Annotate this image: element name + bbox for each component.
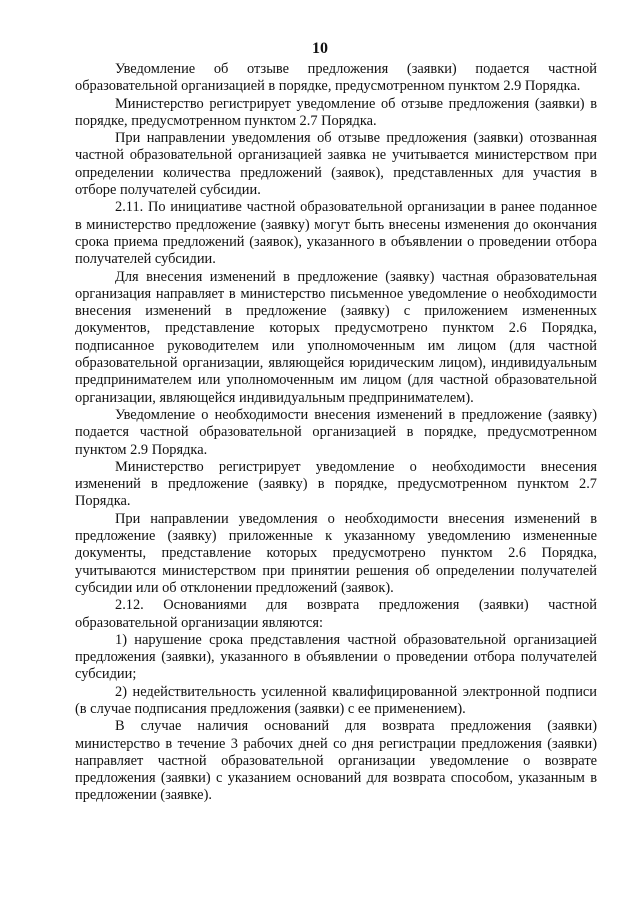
paragraph-withdrawal-notice-registration: Министерство регистрирует уведомление об отзыве предложения (заявки) в порядке, предусмотренном пунктом 2.7 Порядка. — [75, 95, 597, 129]
document-body — [75, 61, 597, 805]
paragraph-2-12-return-grounds: 2.12. Основаниями для возврата предложения (заявки) частной образовательной организации являются: — [75, 597, 597, 631]
paragraph-amendment-notice-registration: Министерство регистрирует уведомление о необходимости внесения изменений в предложение (заявку) в порядке, предусмотренном пунктом 2.7 Порядка. — [75, 458, 597, 510]
paragraph-amendment-notice-filing: Уведомление о необходимости внесения изменений в предложение (заявку) подается частной образовательной организацией в порядке, предусмотренном пунктом 2.9 Порядка. — [75, 406, 597, 458]
list-item-ground-2: 2) недействительность усиленной квалифицированной электронной подписи (в случае подписания предложения (заявки) с ее применением). — [75, 683, 597, 717]
paragraph-2-11-amendments: 2.11. По инициативе частной образовательной организации в ранее поданное в министерство предложение (заявку) могут быть внесены изменения до окончания срока приема предложений (заявок), указанного в объявлении о проведении отбора получателей субсидии. — [75, 199, 597, 268]
page-number: 10 — [312, 40, 328, 57]
paragraph-return-notice: В случае наличия оснований для возврата предложения (заявки) министерство в течение 3 рабочих дней со дня регистрации предложения (заявки) направляет частной образовательной организации уведомление о возврате предложения (заявки) с указанием оснований для возврата способом, указанным в предложении (заявке). — [75, 718, 597, 804]
paragraph-withdrawn-application-exclusion: При направлении уведомления об отзыве предложения (заявки) отозванная частной образовательной организацией заявка не учитывается министерством при определении количества предложений (заявок), представленных для участия в отборе получателей субсидии. — [75, 130, 597, 199]
paragraph-amended-documents-consideration: При направлении уведомления о необходимости внесения изменений в предложение (заявку) приложенные к указанному уведомлению измененные документы, представление которых предусмотрено пунктом 2.6 Порядка, учитываются министерством при принятии решения об определении получателей субсидии или об отклонении предложений (заявок). — [75, 510, 597, 596]
paragraph-amendment-procedure: Для внесения изменений в предложение (заявку) частная образовательная организация направляет в министерство письменное уведомление о необходимости внесения изменений в предложение (заявку) с приложением измененных документов, представление которых предусмотрено пунктом 2.6 Порядка, подписанное руководителем или уполномоченным им лицом (для частной образовательной организации, являющейся юридическим лицом), индивидуальным предпринимателем или уполномоченным им лицом (для частной образовательной организации, являющейся индивидуальным предпринимателем). — [75, 268, 597, 406]
list-item-ground-1: 1) нарушение срока представления частной образовательной организацией предложения (заявки), указанного в объявлении о проведении отбора получателей субсидии; — [75, 631, 597, 683]
paragraph-withdrawal-notice-filing: Уведомление об отзыве предложения (заявки) подается частной образовательной организацией в порядке, предусмотренном пунктом 2.9 Порядка. — [75, 61, 597, 95]
